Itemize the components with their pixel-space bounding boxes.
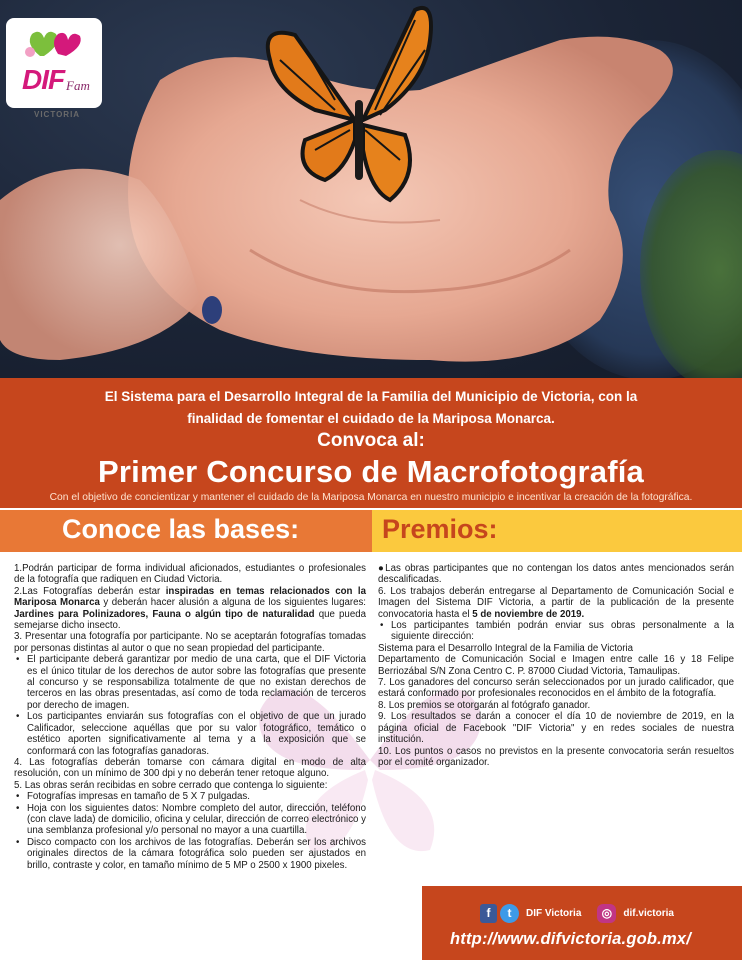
- rule-10: 10. Los puntos o casos no previstos en la presente convocatoria serán resueltos por el comité organizador.: [378, 745, 734, 768]
- base-bullet-3: • Fotografías impresas en tamaño de 5 X 7 pulgadas.: [14, 791, 366, 802]
- logo-brand-text: DIF: [22, 64, 65, 95]
- page-title: Primer Concurso de Macrofotografía: [98, 454, 644, 489]
- base-2-bold-2: Jardines para Polinizadores, Fauna o algún tipo de naturalidad: [14, 608, 315, 620]
- base-5: 5. Las obras serán recibidas en sobre cerrado que contenga lo siguiente:: [14, 779, 328, 791]
- dif-logo[interactable]: [6, 18, 102, 119]
- hands-with-butterfly-image: [0, 0, 742, 380]
- base-4: 4. Las fotografías deberán tomarse con cámara digital en modo de alta resolución, con un mínimo de 300 dpi y no deberán tener retoque alguno.: [14, 756, 366, 780]
- intro-line-2: finalidad de fomentar el cuidado de la Mariposa Monarca.: [187, 411, 555, 426]
- contact-footer: [422, 886, 742, 960]
- base-1: 1.Podrán participar de forma individual aficionados, estudiantes o profesionales de la fotografía que radiquen en Ciudad Victoria.: [14, 563, 366, 586]
- base-bullet-5: • Disco compacto con los archivos de las fotografías. Deberán ser los archivos originales directos de la cámara fotográfica solo pueden ser ajustados en brillo, contraste y color, en tamaño mínimo de 5 MP o 2500 x 1900 pixeles.: [14, 837, 366, 871]
- base-2-text: 2.Las Fotografías deberán estar: [14, 585, 166, 597]
- premios-header: [372, 510, 742, 552]
- instagram-icon[interactable]: ◎: [597, 904, 616, 923]
- rule-9: 9. Los resultados se darán a conocer el día 10 de noviembre de 2019, en la página oficial de Facebook "DIF Victoria" y en redes sociales de nuestra institución.: [378, 711, 734, 746]
- instagram-handle[interactable]: dif.victoria: [623, 907, 674, 919]
- facebook-icon[interactable]: f: [480, 904, 497, 923]
- logo-sub-text: Fam: [66, 78, 90, 93]
- base-bullet-4: • Hoja con los siguientes datos: Nombre completo del autor, dirección, teléfono (con clave lada) de domicilio, oficina y celular, dirección de correo electrónico y una semblanza profesional y/o personal no mayor a una cuartilla.: [14, 803, 366, 837]
- facebook-handle[interactable]: DIF Victoria: [526, 907, 582, 919]
- intro-line-1: El Sistema para el Desarrollo Integral de la Familia del Municipio de Victoria, con la: [104, 389, 638, 404]
- website-link[interactable]: http://www.difvictoria.gob.mx/: [450, 930, 691, 948]
- rule-6-deadline: 5 de noviembre de 2019.: [472, 608, 585, 620]
- base-bullet-2: • Los participantes enviarán sus fotografías con el objetivo de que un jurado Calificador, seleccione aquéllas que por su valor fotográfico, temático o estético aporten significativamente al tema y a la exposición que se conformará con las fotografías ganadoras.: [14, 711, 366, 757]
- rule-6: [378, 586, 734, 620]
- base-2: [14, 586, 366, 632]
- base-3: 3. Presentar una fotografía por participante. No se aceptarán fotografías tomadas por personas distintas al autor o que no sean propiedad del participante.: [14, 631, 366, 654]
- hearts-logo-icon: [20, 26, 90, 66]
- logo-city-text: VICTORIA: [34, 110, 81, 119]
- rule-8: 8. Los premios se otorgarán al fotógrafo ganador.: [378, 699, 591, 711]
- intro-text: [40, 386, 702, 430]
- base-2-text-end: que pueda semejarse dicho insecto.: [14, 608, 366, 632]
- bases-header-label: Conoce las bases:: [62, 514, 300, 544]
- base-2-text-mid: y deberán hacer alusión a alguna de los siguientes lugares:: [99, 597, 366, 609]
- rule-6-text: 6. Los trabajos deberán entregarse al Departamento de Comunicación Social e Imagen del Sistema DIF Victoria, a partir de la publicación de la presente convocatoria hasta el: [378, 585, 734, 620]
- rule-bullet: • Los participantes también podrán enviar sus obras personalmente a la siguiente dirección:: [378, 620, 734, 643]
- base-bullet-1: • El participante deberá garantizar por medio de una carta, que el DIF Victoria es el único titular de los derechos de autor sobre las fotografías que presente al concurso y se responsabiliza totalmente de que no existan derechos de terceros en las obras presentadas, así como de toda reclamación de terceros por derecho de imagen.: [14, 654, 366, 711]
- rule-0: ●Las obras participantes que no contengan los datos antes mencionados serán descalificadas.: [378, 563, 734, 586]
- bases-header: [0, 510, 372, 552]
- address-line-1: Sistema para el Desarrollo Integral de la Familia de Victoria: [378, 642, 634, 654]
- premios-column: [378, 563, 734, 768]
- hero-photo: [0, 0, 742, 380]
- rule-7: 7. Los ganadores del concurso serán seleccionados por un jurado calificador, que estará conformado por profesionales reconocidos en el ámbito de la fotografía.: [378, 677, 734, 700]
- address-line-2: Departamento de Comunicación Social e Imagen entre calle 16 y 18 Felipe Berriozábal S/N Zona Centro C. P. 87000 Ciudad Victoria, Tamaulipas.: [378, 654, 734, 677]
- bases-column: [14, 563, 366, 871]
- convoca-heading: Convoca al:: [317, 430, 425, 451]
- twitter-icon[interactable]: t: [500, 904, 519, 923]
- premios-header-label: Premios:: [382, 514, 498, 544]
- social-links: [480, 902, 674, 924]
- objective-text: Con el objetivo de concientizar y mantener el cuidado de la Mariposa Monarca en nuestro municipio e incentivar la creación de la fotográfica.: [49, 492, 693, 503]
- base-2-bold: inspiradas en temas relacionados con la Mariposa Monarca: [14, 585, 366, 609]
